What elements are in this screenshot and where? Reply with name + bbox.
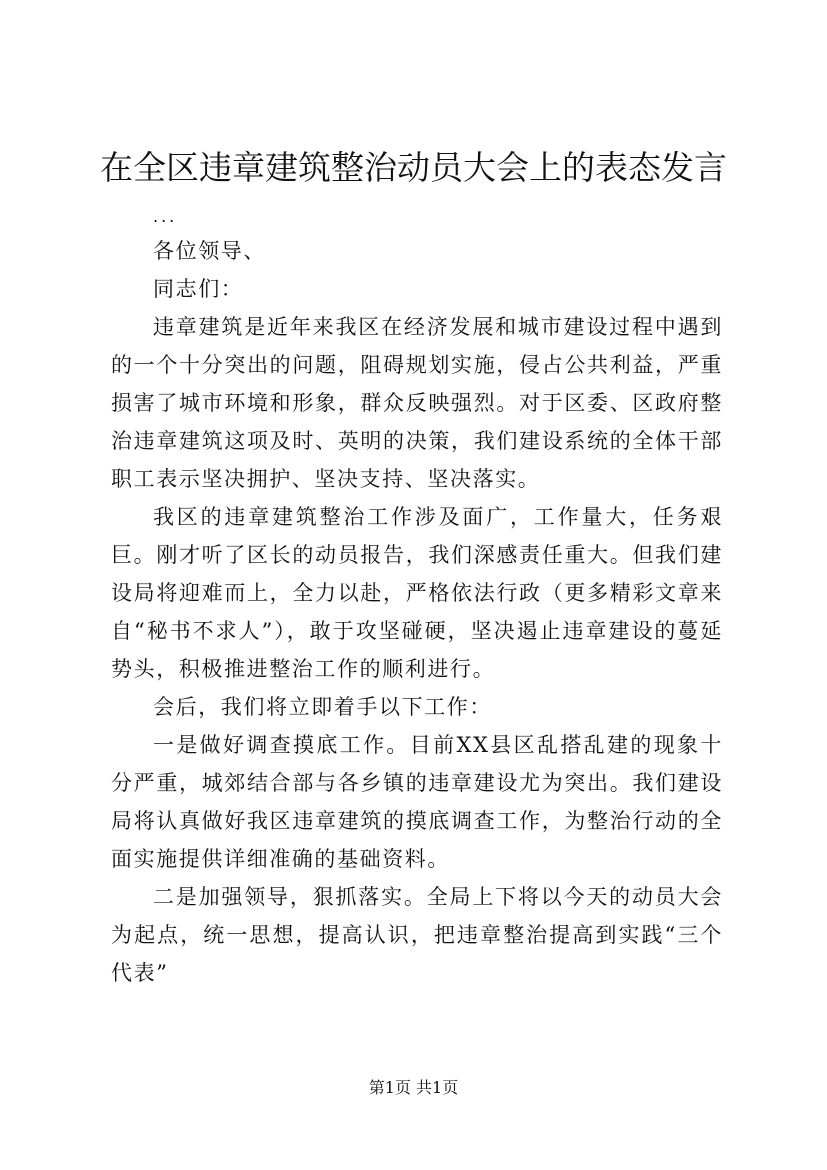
salutation-comrades: 同志们： <box>153 277 244 301</box>
salutation-leaders: 各位领导、 <box>153 239 266 263</box>
body-paragraph: 我区的违章建筑整治工作涉及面广，工作量大，任务艰巨。刚才听了区长的动员报告，我们深感责任重大。但我们建设局将迎难而上，全力以赴，严格依法行政（更多精彩文章来自“秘书不求人”），敢于攻坚碰硬，坚决遏止违章建设的蔓延势头，积极推进整治工作的顺利进行。 <box>111 505 723 681</box>
ellipsis-marker: ... <box>153 207 178 226</box>
document-body <box>111 202 723 992</box>
page-footer: 第1页 共1页 <box>368 1078 459 1097</box>
body-paragraph: 一是做好调查摸底工作。目前XX县区乱搭乱建的现象十分严重，城郊结合部与各乡镇的违章建设尤为突出。我们建设局将认真做好我区违章建筑的摸底调查工作，为整治行动的全面实施提供详细准确的基础资料。 <box>111 733 723 871</box>
body-paragraph: 会后，我们将立即着手以下工作： <box>153 695 492 719</box>
body-paragraph: 违章建筑是近年来我区在经济发展和城市建设过程中遇到的一个十分突出的问题，阻碍规划实施，侵占公共利益，严重损害了城市环境和形象，群众反映强烈。对于区委、区政府整治违章建筑这项及时、英明的决策，我们建设系统的全体干部职工表示坚决拥护、坚决支持、坚决落实。 <box>111 315 723 491</box>
document-title: 在全区违章建筑整治动员大会上的表态发言 <box>100 148 727 187</box>
body-paragraph: 二是加强领导，狠抓落实。全局上下将以今天的动员大会为起点，统一思想，提高认识，把违章整治提高到实践“三个代表” <box>111 885 723 985</box>
